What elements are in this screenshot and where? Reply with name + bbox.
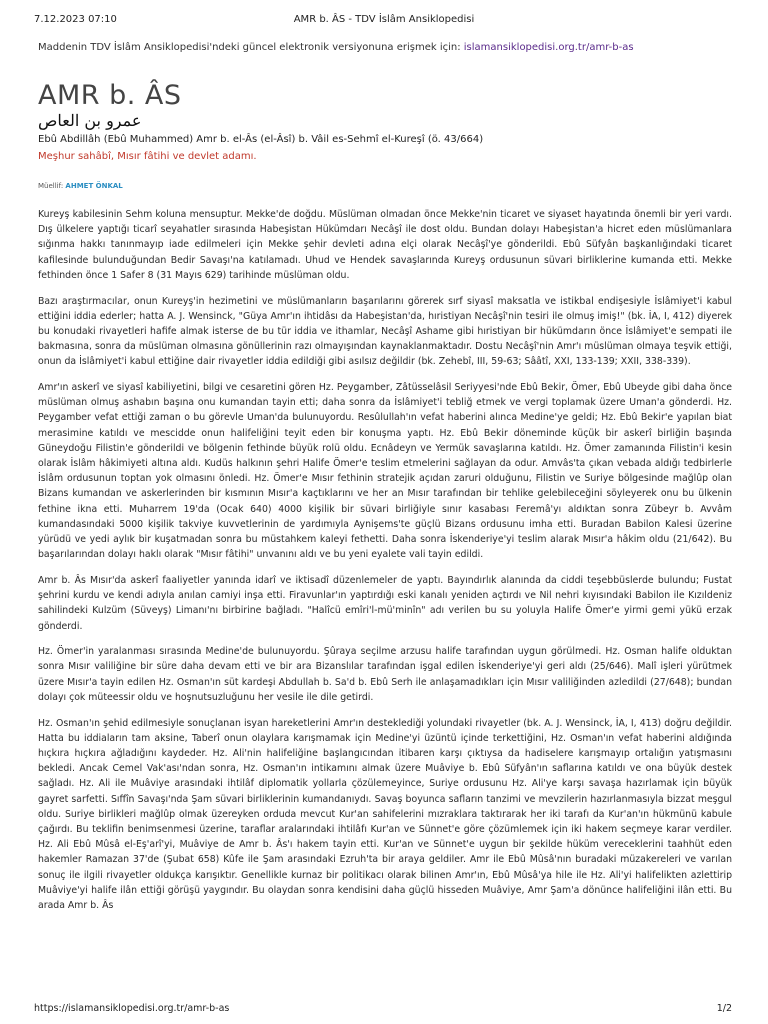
footer-url: https://islamansiklopedisi.org.tr/amr-b-as: [34, 1003, 230, 1014]
notice-link[interactable]: islamansiklopedisi.org.tr/amr-b-as: [463, 42, 634, 53]
article-title: AMR b. ÂS: [38, 80, 182, 111]
arabic-title: عمرو بن العاص: [38, 111, 142, 130]
author-label: Müellif:: [38, 182, 66, 190]
print-footer: [34, 1003, 732, 1014]
paragraph: Bazı araştırmacılar, onun Kureyş'in hezimetini ve müslümanların başarılarını görerek sırf siyasî maksatla ve istikbal endişesiyle İslâmiyet'i kabul ettiğini iddia ederler; hatta A. J. Wensinck, "Güya Amr'ın ihtidâsı da Habeşistan'da, hıristiyan Necâşî'nin tesiri ile olmuş imiş!" (bk. İA, I, 412) diyerek bu konudaki rivayetleri hafife almak isterse de bu tür iddia ve ithamlar, Necâşî Ashame gibi hıristiyan bir hükümdarın önce İslâmiyet'e sempati ile bakmasına, sonra da müslüman olmasına gönüllerinin razı olmayışından kaynaklanmaktadır. Dostu Necâşî'nin Amr'ı müslüman olmaya teşvik ettiği, onun da İslâmiyet'i kabul ettiğine dair rivayetler iddia edildiği gibi asılsız değildir (bk. Zehebî, III, 59-63; Sââtî, XXI, 133-139; XXII, 338-339).: [38, 295, 732, 368]
print-page-title: AMR b. ÂS - TDV İslâm Ansiklopedisi: [293, 14, 475, 25]
full-name: Ebû Abdillâh (Ebû Muhammed) Amr b. el-Âs (el-Âsî) b. Vâil es-Sehmî el-Kureşî (ö. 43/664): [38, 134, 484, 145]
author-name[interactable]: AHMET ÖNKAL: [65, 182, 123, 190]
paragraph: Hz. Ömer'in yaralanması sırasında Medine'de bulunuyordu. Şûraya seçilme arzusu halife tarafından uygun görülmedi. Hz. Osman halife olduktan sonra Mısır valiliğine bir süre daha devam etti ve bir ara Bizanslılar tarafından işgal edilen İskenderiye'yi geri aldı (25/646). Malî işleri yürütmek üzere Mısır'a tayin edilen Hz. Osman'ın süt kardeşi Abdullah b. Sa'd b. Ebû Serh ile anlaşamadıkları için Mısır valiliğinden azledildi (27/648); bundan dolayı çok müteessir oldu ve hoşnutsuzluğunu her vesile ile dile getirdi.: [38, 646, 732, 703]
version-notice: [38, 42, 634, 53]
paragraph: Kureyş kabilesinin Sehm koluna mensuptur. Mekke'de doğdu. Müslüman olmadan önce Mekke'nin ticaret ve siyaset hayatında önemli bir yeri vardı. Dış ülkelere yaptığı ticarî seyahatler sırasında Habeşistan Hükümdarı Necâşî ile dost oldu. Bundan dolayı Habeşistan'a hicret eden müslümanlara sığınma hakkı tanınmayıp iade edilmeleri için Mekke şehir devleti adına elçi olarak Necâşî'ye gönderildi. Ebû Süfyân başkanlığındaki ticaret kafilesinde bulunduğundan Bedir Savaşı'na katılamadı. Uhud ve Hendek savaşlarında Kureyş ordusunun süvari birliklerine kumanda etti. Mekke fethinden önce 1 Safer 8 (31 Mayıs 629) tarihinde müslüman oldu.: [38, 209, 732, 281]
author-line: [38, 182, 123, 190]
print-datetime: 7.12.2023 07:10: [34, 14, 117, 25]
print-header: [34, 14, 734, 25]
paragraph: Hz. Osman'ın şehid edilmesiyle sonuçlanan isyan hareketlerini Amr'ın desteklediği yolundaki rivayetler (bk. A. J. Wensinck, İA, I, 413) doğru değildir. Hatta bu iddiaların tam aksine, Taberî onun olaylara karışmamak için Medine'yi üzüntü içinde terkettiğini, Hz. Osman'ın vefat haberini aldığında hıçkıra hıçkıra ağladığını kaydeder. Hz. Ali'nin halifeliğine başlangıcından itibaren karşı çıktıysa da hadiselere karışmayıp ortalığın yatışmasını bekledi. Ancak Cemel Vak'ası'ndan sonra, Hz. Osman'ın intikamını almak üzere Muâviye b. Ebû Süfyân'ın saflarına katıldı ve ona büyük destek sağladı. Hz. Ali ile Muâviye arasındaki ihtilâf diplomatik yollarla çözülemeyince, Suriye ordusunu Hz. Ali'ye karşı savaşa hazırlamak için büyük gayret sarfetti. Sıffîn Savaşı'nda Şam süvari birliklerinin kumandanıydı. Savaş boyunca safların tanzimi ve mevzilerin hazırlanmasıyla bizzat meşgul oldu. Suriye birlikleri mağlûp olmak üzereyken orduda mevcut Kur'an sahifelerini mızraklara taktırarak her iki tarafı da Kur'an'ın hükmünü kabule çağırdı. Bu teklifin benimsenmesi üzerine, taraflar aralarındaki ihtilâfı Kur'an ve Sünnet'e göre çözümlemek için iki hakem seçmeye karar verdiler. Hz. Ali Ebû Mûsâ el-Eş'arî'yi, Muâviye de Amr b. Âs'ı hakem tayin etti. Kur'an ve Sünnet'e uygun bir şekilde hüküm vereceklerini taahhüt eden hakemler Ramazan 37'de (Şubat 658) Kûfe ile Şam arasındaki Ezruh'ta bir araya geldiler. Amr ile Ebû Mûsâ'nın buradaki müzakereleri ve varılan sonuç ile ilgili rivayetler oldukça karışıktır. Genellikle kurnaz bir politikacı olarak bilinen Amr'ın, Ebû Mûsâ'ya hile ile Hz. Ali'yi halifelikten azlettirip Muâviye'yi halife ilân ettiği görüşü yaygındır. Bu olaydan sonra kendisini daha güçlü hisseden Muâviye, Amr Şam'a dönünce halifeliğini ilân etti. Bu arada Amr b. Âs: [38, 717, 732, 912]
paragraph: Amr b. Âs Mısır'da askerî faaliyetler yanında idarî ve iktisadî düzenlemeler de yaptı. Bayındırlık alanında da ciddi teşebbüslerde bulundu; Fustat şehrini kurdu ve kendi adıyla anılan camiyi inşa etti. Firavunlar'ın yaptırdığı eski kanalı yeniden açtırdı ve Nil nehri kıyısındaki Babilon ile Kızıldeniz sahilindeki Kulzüm (Süveyş) Limanı'nı birbirine bağladı. "Halîcü emîri'l-mü'minîn" adı verilen bu su yoluyla Halife Ömer'e yirmi gemi yükü erzak gönderdi.: [38, 574, 732, 632]
paragraph: Amr'ın askerî ve siyasî kabiliyetini, bilgi ve cesaretini gören Hz. Peygamber, Zâtüsselâsil Seriyyesi'nde Ebû Bekir, Ömer, Ebû Ubeyde gibi daha önce müslüman olmuş ashabın başına onu kumandan tayin etti; daha sonra da İslâmiyet'i tebliğ etmek ve vergi toplamak üzere Uman'a gönderdi. Hz. Peygamber vefat ettiği zaman o bu görevle Uman'da bulunuyordu. Resûlullah'ın vefat haberini alınca Medine'ye geldi; Hz. Ebû Bekir'e yapılan biat merasimine katıldı ve mescidde onun halifeliğini teyit eden bir konuşma yaptı. Hz. Ebû Bekir döneminde küçük bir askerî birliğin başında Güneydoğu Filistin'e gönderildi ve bölgenin fethinde büyük rolü oldu. Ecnâdeyn ve Yermük savaşlarına katıldı. Hz. Ömer zamanında Filistin'i kesin olarak İslâm hâkimiyeti altına aldı. Kudüs halkının şehri Halife Ömer'e teslim etmelerini sağlayan da odur. Amvâs'ta çıkan vebada aldığı tedbirlerle İslâm ordusunun toptan yok olmasını önledi. Hz. Ömer'e Mısır fethinin stratejik açıdan zaruri olduğunu, Filistin ve Suriye bölgesinde mağlûp olan Bizans kumandan ve askerlerinden bir kısmının Mısır'a kaçtıklarını ve her an Mısır tarafından bir tehlike gelebileceğini söyleyerek onu bu ülkenin fethine ikna etti. Muharrem 19'da (Ocak 640) 4000 kişilik bir süvari birliğiyle sınır kasabası Feremâ'yı aldıktan sonra Zübeyr b. Avvâm kumandasındaki 5000 kişilik takviye kuvvetlerinin de yardımıyla Aynişems'te güçlü Bizans ordusunu imha etti. Buradan Babilon Kalesi üzerine yürüdü ve yedi aylık bir kuşatmadan sonra bu müstahkem kaleyi fethetti. Daha sonra İskenderiye'yi teslim alarak Mısır'a hâkim oldu (21/642). Bu başarılarından dolayı haklı olarak "Mısır fâtihi" unvanını aldı ve bu yeni eyalete vali tayin edildi.: [38, 382, 732, 561]
article-description: Meşhur sahâbî, Mısır fâtihi ve devlet adamı.: [38, 151, 257, 162]
page-number: 1/2: [716, 1003, 732, 1014]
article-body: [38, 207, 732, 924]
notice-text: Maddenin TDV İslâm Ansiklopedisi'ndeki güncel elektronik versiyonuna erişmek için:: [38, 42, 464, 53]
